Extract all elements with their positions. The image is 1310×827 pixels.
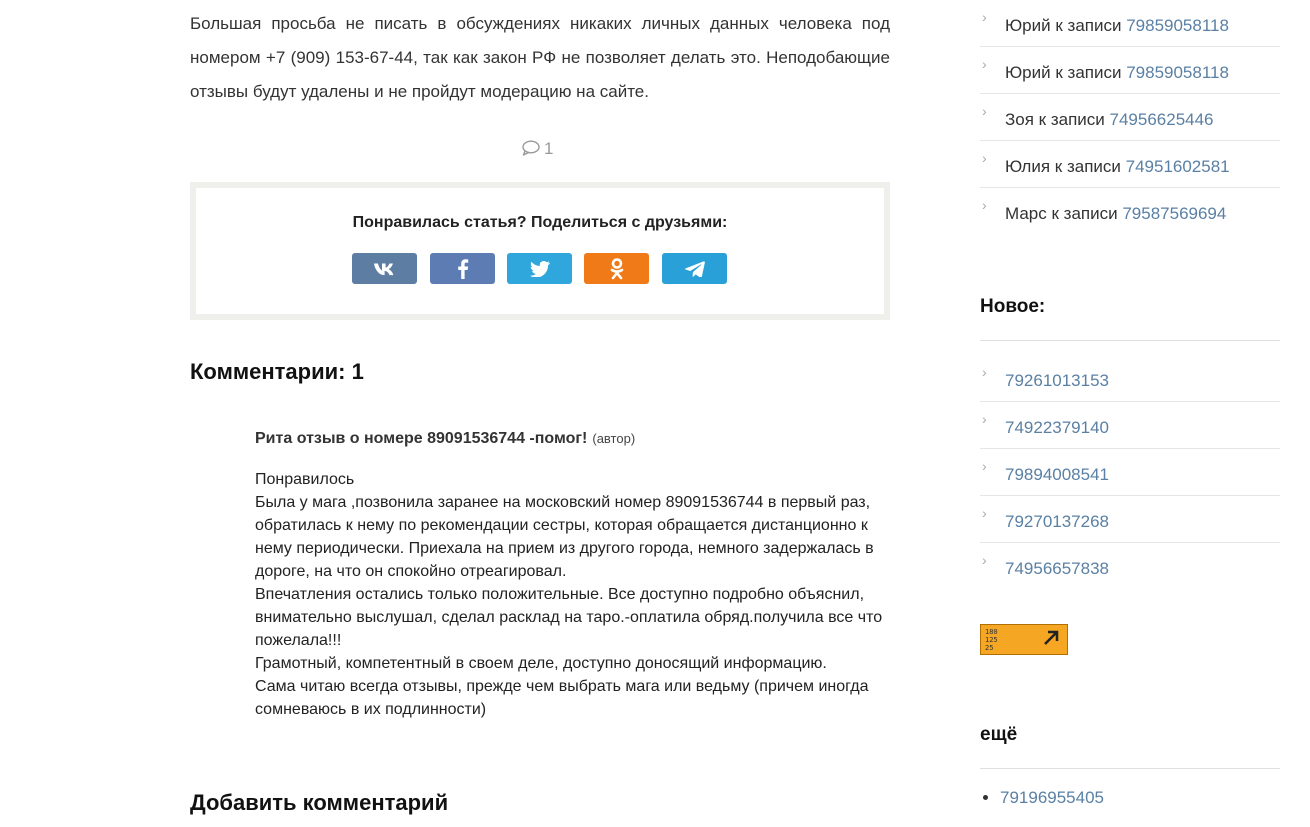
recent-comment-link[interactable]: 79859058118 bbox=[1126, 16, 1229, 35]
comment-author: Рита отзыв о номере 89091536744 -помог! bbox=[255, 430, 588, 447]
chevron-right-icon: › bbox=[982, 150, 987, 166]
visit-counter-badge[interactable] bbox=[980, 624, 1068, 655]
comment-count-value: 1 bbox=[544, 139, 554, 158]
new-item bbox=[980, 543, 1280, 590]
recent-comment-link[interactable]: 79859058118 bbox=[1126, 63, 1229, 82]
odnoklassniki-icon bbox=[610, 258, 624, 280]
counter-digits bbox=[985, 628, 998, 652]
recent-comment-link[interactable]: 74956625446 bbox=[1109, 110, 1214, 129]
chevron-right-icon: › bbox=[982, 458, 987, 474]
more-list bbox=[980, 788, 1104, 808]
counter-line: 125 bbox=[985, 636, 998, 644]
chevron-right-icon: › bbox=[982, 364, 987, 380]
recent-comment-author: Юлия bbox=[1005, 157, 1051, 176]
new-item bbox=[980, 496, 1280, 543]
recent-comment-link[interactable]: 74951602581 bbox=[1125, 157, 1230, 176]
recent-comment-joiner: к записи bbox=[1055, 16, 1122, 35]
new-section-title: Новое: bbox=[980, 296, 1046, 317]
recent-comment-joiner: к записи bbox=[1054, 157, 1121, 176]
recent-comment-joiner: к записи bbox=[1038, 110, 1105, 129]
telegram-icon bbox=[685, 261, 705, 277]
chevron-right-icon: › bbox=[982, 552, 987, 568]
comment-author-role: (автор) bbox=[592, 431, 636, 446]
article-notice: Большая просьба не писать в обсуждениях никаких личных данных человека под номером +7 (909) 153-67-44, так как закон РФ не позволяет делать это. Неподобающие отзывы будут удалены и не пройдут модерацию на сайте. bbox=[190, 14, 890, 101]
recent-comment-item bbox=[980, 141, 1280, 188]
chevron-right-icon: › bbox=[982, 411, 987, 427]
recent-comment-item bbox=[980, 94, 1280, 141]
comment-text: Понравилось Была у мага ,позвонила заранее на московский номер 89091536744 в первый раз, обратилась к нему по рекомендации сестры, которая обращается дистанционно к нему периодически. Приехала на прием из другого города, немного задержалась в дороге, на что он спокойно отреагировал. Впечатления остались только положительные. Все доступно подробно объяснил, внимательно выслушал, сделал расклад на таро.-оплатила обряд.получила все что пожелала!!! Грамотный, компетентный в своем деле, доступно доносящий информацию. Сама читаю всегда отзывы, прежде чем выбрать мага или ведьму (причем иногда сомневаюсь в их подлинности) bbox=[255, 471, 883, 718]
add-comment-title: Добавить комментарий bbox=[190, 790, 449, 815]
arrow-up-right-icon bbox=[1041, 628, 1061, 648]
recent-comment-author: Зоя bbox=[1005, 110, 1034, 129]
new-item-link[interactable]: 74922379140 bbox=[1005, 418, 1110, 437]
new-item-link[interactable]: 79270137268 bbox=[1005, 512, 1110, 531]
more-section-divider bbox=[980, 768, 1280, 769]
new-item-link[interactable]: 79894008541 bbox=[1005, 465, 1110, 484]
recent-comment-author: Юрий bbox=[1005, 63, 1051, 82]
recent-comment-author: Марс bbox=[1005, 204, 1047, 223]
comment-count-link[interactable] bbox=[522, 139, 553, 161]
speech-bubble-icon bbox=[522, 140, 540, 161]
recent-comment-author: Юрий bbox=[1005, 16, 1051, 35]
share-facebook-button[interactable] bbox=[430, 253, 495, 284]
more-item bbox=[1000, 788, 1104, 808]
recent-comment-link[interactable]: 79587569694 bbox=[1122, 204, 1227, 223]
chevron-right-icon: › bbox=[982, 56, 987, 72]
share-vk-button[interactable] bbox=[352, 253, 417, 284]
new-item bbox=[980, 449, 1280, 496]
chevron-right-icon: › bbox=[982, 9, 987, 25]
share-telegram-button[interactable] bbox=[662, 253, 727, 284]
recent-comment-item bbox=[980, 47, 1280, 94]
chevron-right-icon: › bbox=[982, 197, 987, 213]
recent-comment-joiner: к записи bbox=[1055, 63, 1122, 82]
new-item-link[interactable]: 79261013153 bbox=[1005, 371, 1110, 390]
recent-comment-item bbox=[980, 188, 1280, 235]
share-odnoklassniki-button[interactable] bbox=[584, 253, 649, 284]
chevron-right-icon: › bbox=[982, 103, 987, 119]
vk-icon bbox=[373, 262, 397, 276]
share-box bbox=[190, 182, 890, 320]
twitter-icon bbox=[530, 261, 550, 277]
new-items-list bbox=[980, 355, 1280, 590]
share-buttons bbox=[352, 253, 732, 285]
comments-title: Комментарии: 1 bbox=[190, 359, 364, 384]
more-item-link[interactable]: 79196955405 bbox=[1000, 788, 1105, 807]
more-section-title: ещё bbox=[980, 724, 1018, 745]
new-item bbox=[980, 402, 1280, 449]
new-section-divider bbox=[980, 340, 1280, 341]
facebook-icon bbox=[457, 259, 469, 279]
counter-line: 25 bbox=[985, 644, 994, 652]
new-item bbox=[980, 355, 1280, 402]
recent-comment-item bbox=[980, 0, 1280, 47]
recent-comments-list bbox=[980, 0, 1280, 235]
share-title: Понравилась статья? Поделиться с друзьями: bbox=[352, 214, 728, 231]
recent-comment-joiner: к записи bbox=[1051, 204, 1118, 223]
comment-header bbox=[255, 430, 895, 448]
new-item-link[interactable]: 74956657838 bbox=[1005, 559, 1110, 578]
comment-item bbox=[255, 430, 895, 718]
chevron-right-icon: › bbox=[982, 505, 987, 521]
counter-line: 180 bbox=[985, 628, 998, 636]
share-twitter-button[interactable] bbox=[507, 253, 572, 284]
